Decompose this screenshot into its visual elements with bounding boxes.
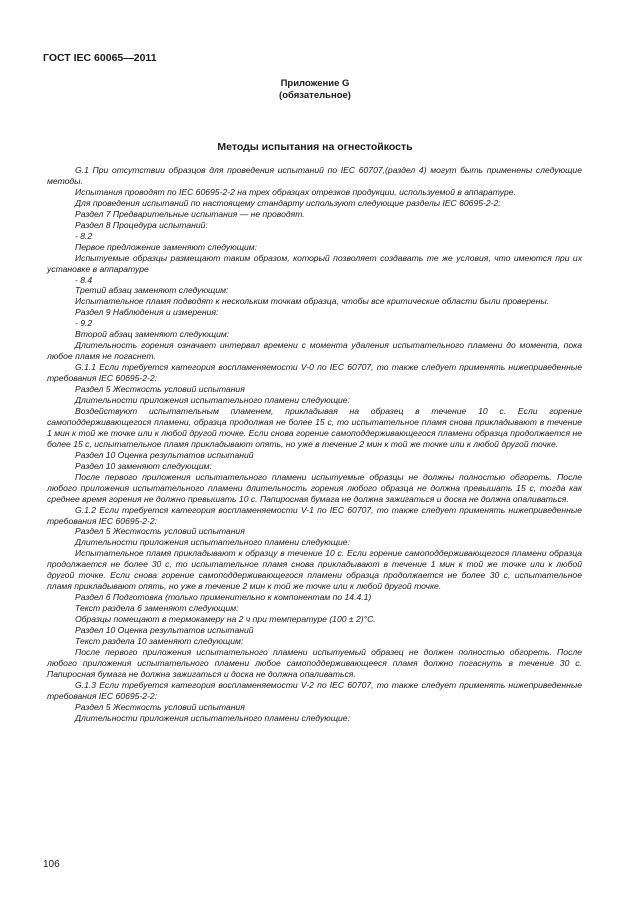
paragraph: Первое предложение заменяют следующим: [75,241,258,252]
document-header: ГОСТ IEC 60065—2011 [43,52,157,64]
paragraph: Раздел 5 Жесткость условий испытания [75,384,245,395]
paragraph-g1: G.1 При отсутствии образцов для проведения испытаний по IEC 60707,(раздел 4) могут быть применены следующие методы. [47,165,582,186]
paragraph: Длительности приложения испытательного пламени следующие: [75,537,350,548]
paragraph: Текст раздела 10 заменяют следующим: [75,635,244,646]
paragraph: Длительности приложения испытательного пламени следующие: [75,395,350,406]
paragraph: Образцы помещают в термокамеру на 2 ч при температуре (100 ± 2)°С. [75,614,376,625]
paragraph: Испытательное пламя прикладывают к образцу в течение 10 с. Если горение самоподдерживающегося пламени образца продолжается не более 30 с, то испытательное пламя снова прикладывают в течение 1 мин к той же точке или к любой другой точке. Если снова горение самоподдерживающегося пламени образца продолжается не более 30 с, испытательное пламя прикладывают опять, но уже в течение 2 мин к той же точке или к любой другой точке. [47,548,582,592]
paragraph-g1-2: G.1.2 Если требуется категория воспламеняемости V-1 по IEC 60707, то также следует применять нижеприведенные требования IEC 60695-2-2: [47,504,582,526]
paragraph: После первого приложения испытательного пламени испытуемый образец не должен полностью обгореть. После любого приложения испытательного пламени любое самоподдерживающееся пламя должно погаснуть в течение 30 с. Папиросная бумага не должна зажигаться и доска не должна опаливаться. [47,646,582,679]
annex-title: Приложение G [280,78,350,89]
annex-subtitle: (обязательное) [279,90,351,101]
paragraph: Раздел 6 Подготовка (только применительно к компонентам по 14.4.1) [75,592,372,603]
paragraph: Раздел 5 Жесткость условий испытания [75,526,245,537]
paragraph: - 8.4 [75,274,93,285]
paragraph: - 8.2 [75,230,93,241]
paragraph: Воздействуют испытательным пламенем, прикладывая на образец в течение 10 с. Если горение самоподдерживающегося пламени, образца продолжая не более 15 с, то испытательное пламя снова прикладывают в течение 1 мин к той же точке или к любой другой точке. Если снова горение самоподдерживающегося пламени образца продолжается не более 15 с, испытательное пламя прикладывают опять, но уже в течение 2 мин к той же точке или к любой другой точке. [47,405,582,449]
paragraph: Раздел 9 Наблюдения и измерения: [75,307,219,318]
paragraph-g1-3: G.1.3 Если требуется категория воспламеняемости V-2 по IEC 60707, то также следует применять нижеприведенные требования IEC 60695-2-2: [47,679,582,701]
document-body [47,165,582,724]
paragraph: Длительность горения означает интервал времени с момента удаления испытательного пламени до момента, пока любое пламя не погаснет. [47,340,582,362]
annex-heading [0,78,630,102]
paragraph: Испытуемые образцы размещают таким образом, который позволяет создавать те же условия, что имеются при их установке в аппаратуре [47,252,582,274]
paragraph: Испытательное пламя подводят к нескольким точкам образца, чтобы все критические области были проверены. [75,296,550,307]
paragraph: Раздел 10 Оценка результатов испытаний [75,449,254,460]
paragraph: Раздел 5 Жесткость условий испытания [75,701,245,712]
paragraph: Длительности приложения испытательного пламени следующие: [75,712,350,723]
paragraph: Раздел 10 заменяют следующим: [75,460,212,471]
paragraph: После первого приложения испытательного пламени испытуемые образцы не должны полностью обгореть. После любого приложения испытательного пламени длительность горения любого образца не должна превышать 15 с, тогда как среднее время горения не должно превышать 10 с. Папиросная бумага не должна зажигаться и доска не должна опаливаться. [47,471,582,504]
paragraph: Раздел 7 Предварительные испытания — не проводят. [75,208,305,219]
section-title: Методы испытания на огнестойкость [217,141,413,153]
paragraph: Раздел 10 Оценка результатов испытаний [75,625,254,636]
paragraph: Третий абзац заменяют следующим: [75,285,229,296]
paragraph: - 9.2 [75,318,93,329]
paragraph: Раздел 8 Процедура испытаний: [75,219,208,230]
paragraph: Для проведения испытаний по настоящему стандарту используют следующие разделы IEC 60695-2-2: [75,197,501,208]
page-number: 106 [43,859,60,870]
paragraph: Второй абзац заменяют следующим: [75,329,230,340]
paragraph: Испытания проводят по IEC 60695-2-2 на трех образцах отрезков продукции, используемой в аппаратуре. [75,186,516,197]
paragraph-g1-1: G.1.1 Если требуется категория воспламеняемости V-0 по IEC 60707, то также следует применять нижеприведенные требования IEC 60695-2-2: [47,362,582,384]
paragraph: Текст раздела 6 заменяют следующим: [75,603,239,614]
